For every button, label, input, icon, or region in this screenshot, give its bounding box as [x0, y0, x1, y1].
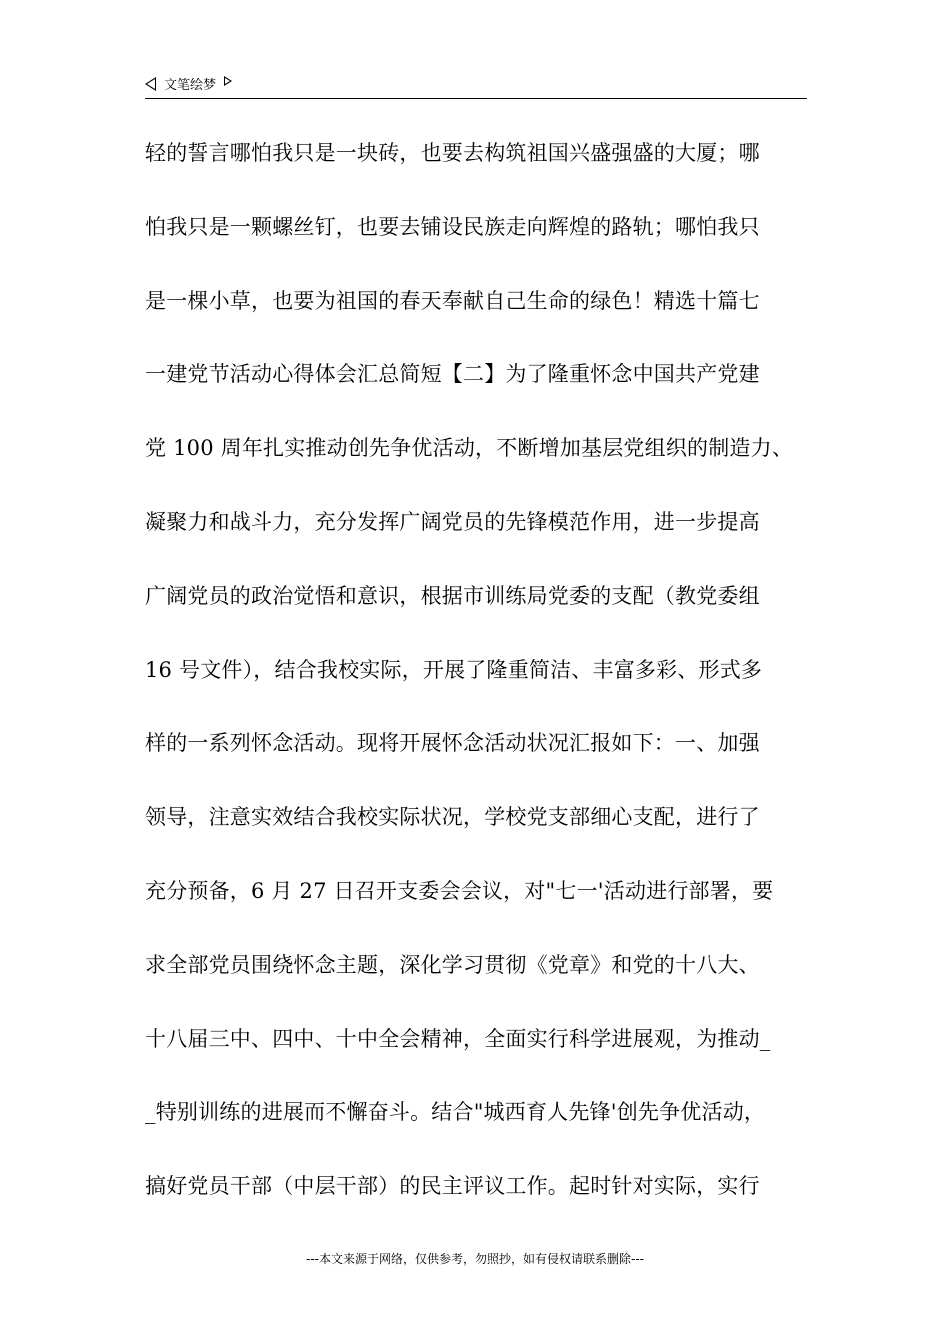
header-brand — [145, 74, 232, 93]
left-triangle-icon — [145, 77, 156, 91]
body-text — [145, 136, 825, 1243]
text-line: 充分预备，6 月 27 日召开支委会会议，对"七一'活动进行部署，要 — [145, 878, 774, 903]
text-line: 凝聚力和战斗力，充分发挥广阔党员的先锋模范作用，进一步提高 — [145, 509, 760, 534]
text-line: 是一棵小草，也要为祖国的春天奉献自己生命的绿色！精选十篇七 — [145, 288, 760, 313]
text-line: 搞好党员干部（中层干部）的民主评议工作。起时针对实际，实行 — [145, 1174, 760, 1199]
page-footer: ---本文来源于网络，仅供参考，勿照抄，如有侵权请联系删除--- — [306, 1252, 644, 1266]
text-line: 求全部党员围绕怀念主题，深化学习贯彻《党章》和党的十八大、 — [145, 952, 760, 977]
text-line: 一建党节活动心得体会汇总简短【二】为了隆重怀念中国共产党建 — [145, 362, 760, 387]
text-line: 领导，注意实效结合我校实际状况，学校党支部细心支配，进行了 — [145, 805, 760, 830]
text-line: 党 100 周年扎实推动创先争优活动，不断增加基层党组织的制造力、 — [145, 436, 794, 461]
text-line: 16 号文件），结合我校实际，开展了隆重简洁、丰富多彩、形式多 — [145, 657, 763, 682]
text-line: _特别训练的进展而不懈奋斗。结合"城西育人先锋'创先争优活动， — [145, 1100, 766, 1125]
text-line: 怕我只是一颗螺丝钉，也要去铺设民族走向辉煌的路轨；哪怕我只 — [145, 214, 760, 239]
text-line: 广阔党员的政治觉悟和意识，根据市训练局党委的支配（教党委组 — [145, 583, 760, 608]
text-line: 十八届三中、四中、十中全会精神，全面实行科学进展观，为推动_ — [145, 1026, 771, 1051]
right-triangle-icon — [224, 76, 232, 86]
header-title: 文笔绘梦 — [164, 78, 217, 93]
page-header — [145, 72, 807, 99]
text-line: 样的一系列怀念活动。现将开展怀念活动状况汇报如下：一、加强 — [145, 731, 760, 756]
text-line: 轻的誓言哪怕我只是一块砖，也要去构筑祖国兴盛强盛的大厦；哪 — [145, 141, 760, 165]
